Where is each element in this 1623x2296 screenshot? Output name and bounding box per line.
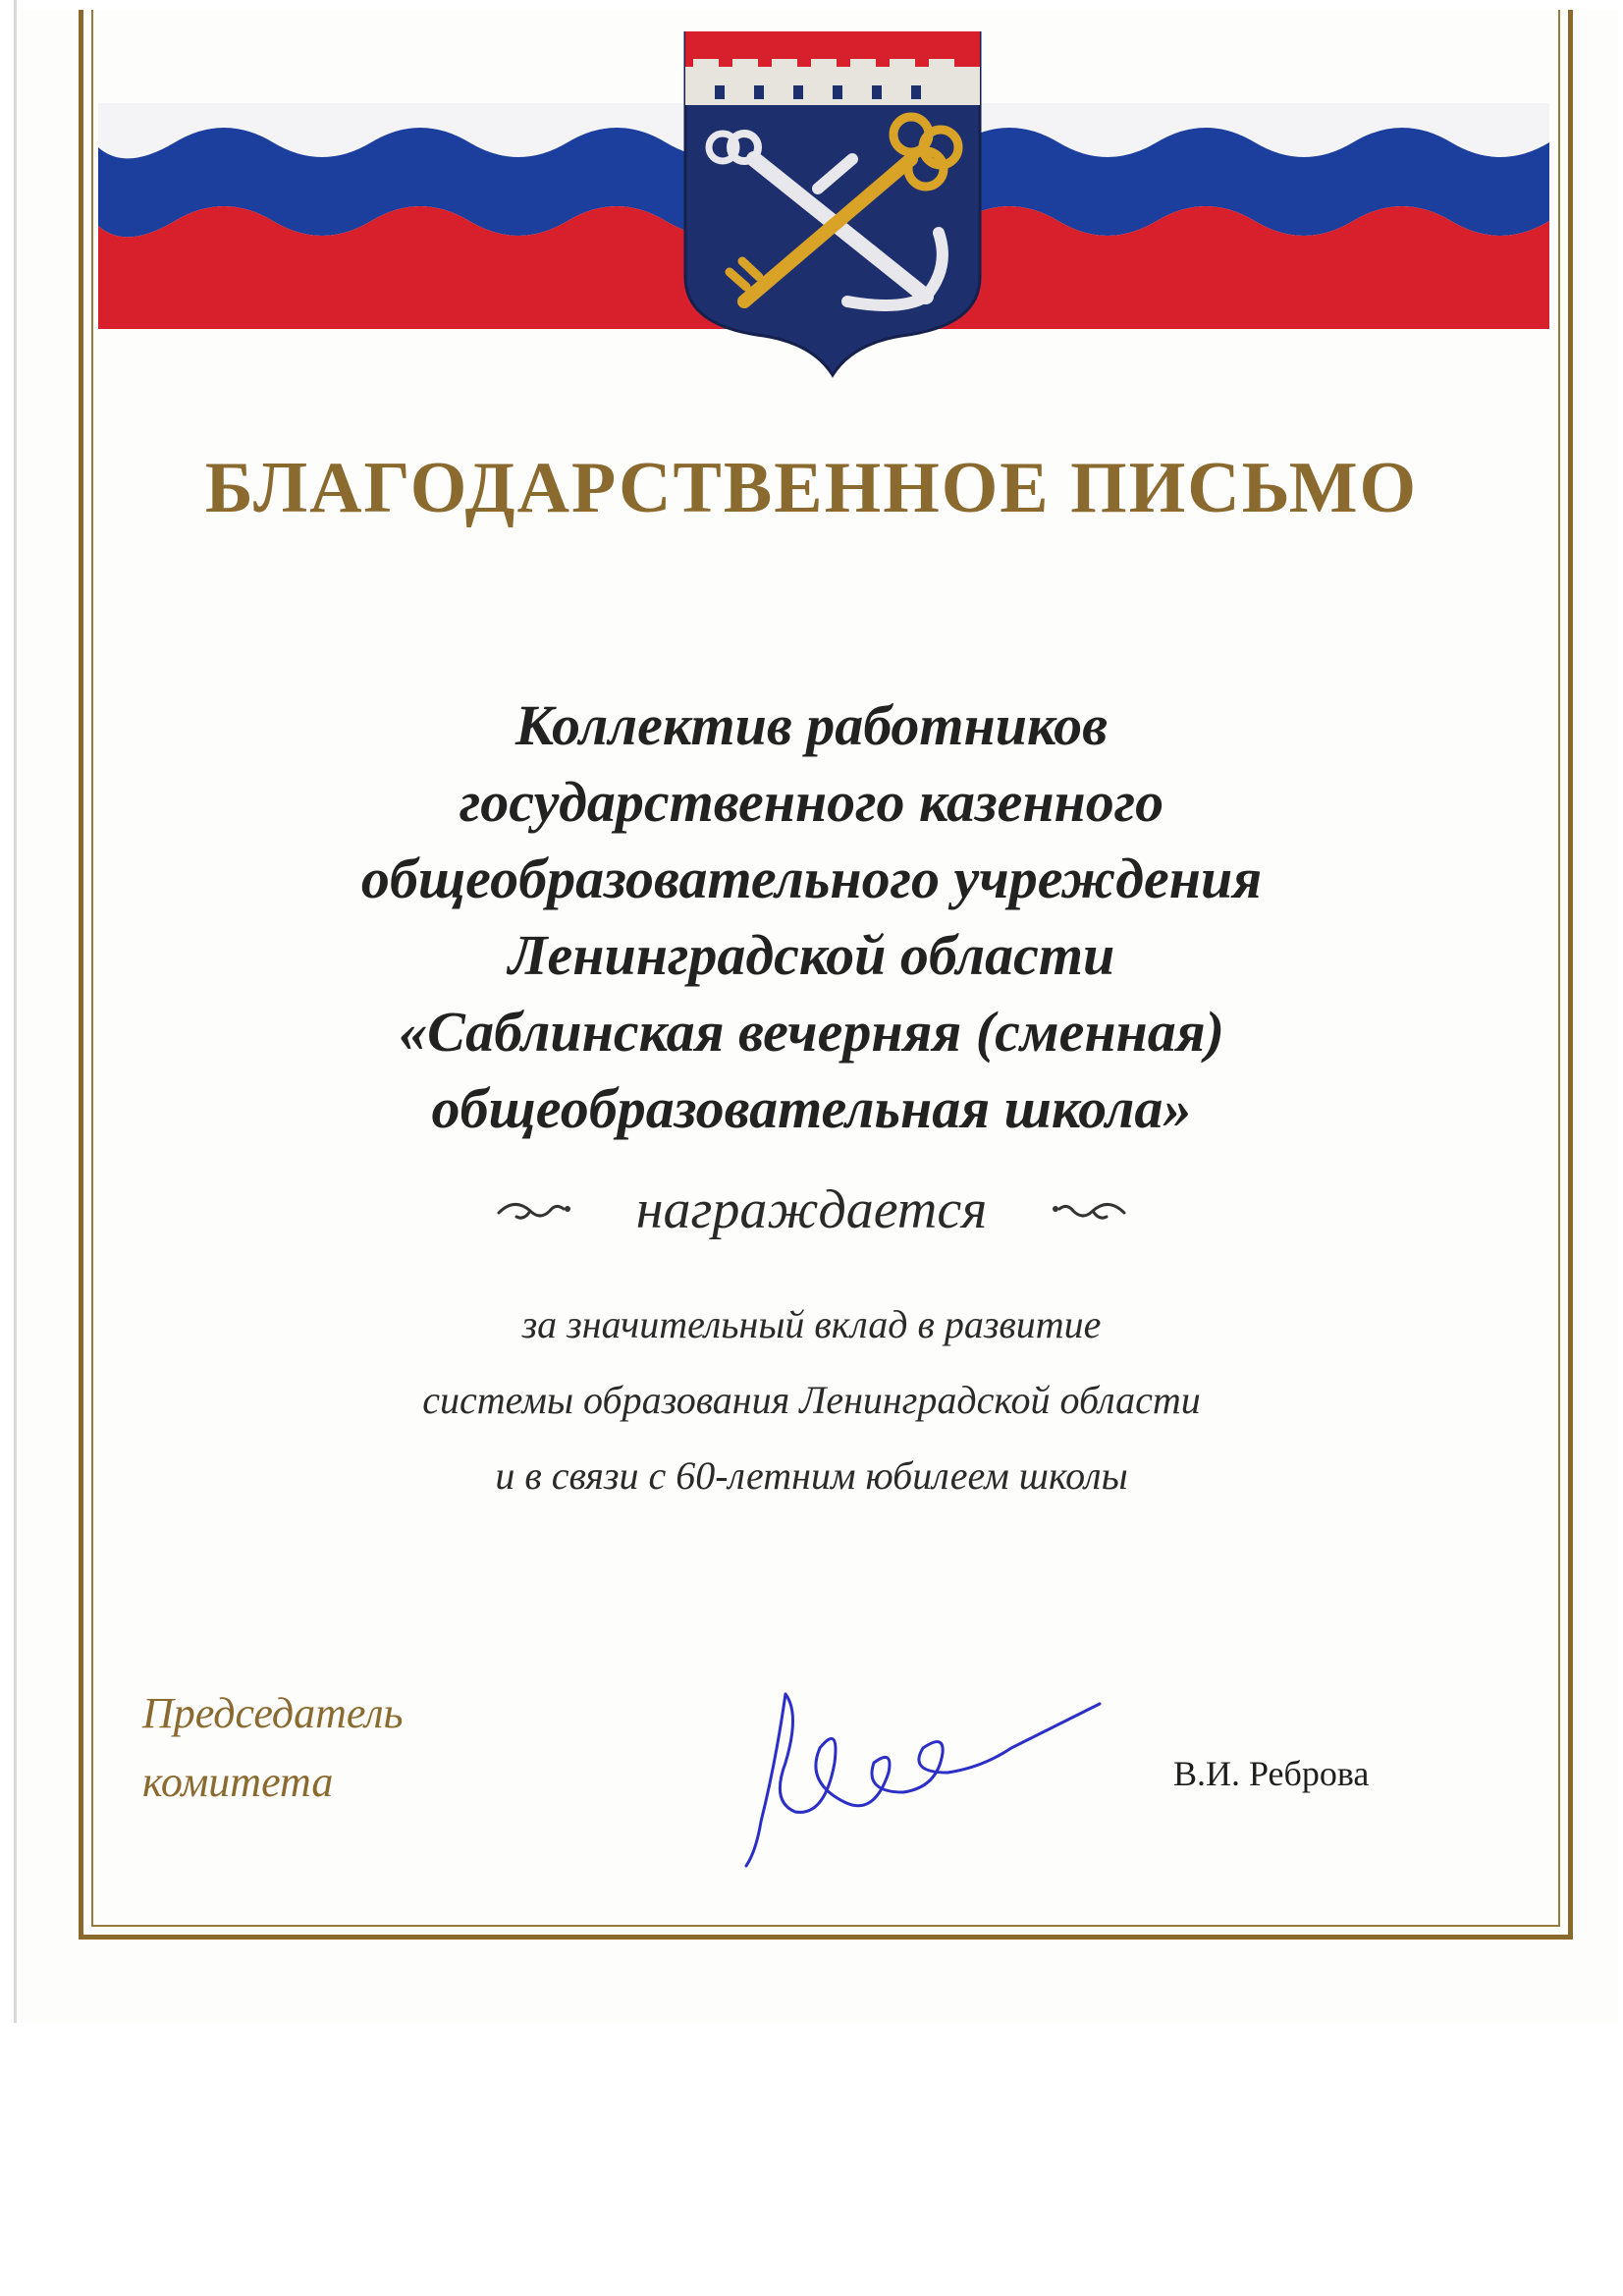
document-title: БЛАГОДАРСТВЕННОЕ ПИСЬМО [204, 448, 1419, 528]
recipient-line: общеобразовательная школа» [431, 1076, 1192, 1140]
flourish-left-icon [495, 1193, 573, 1227]
reason-line: и в связи с 60-летним юбилеем школы [495, 1453, 1128, 1498]
recipient-line: Коллектив работников [514, 693, 1109, 757]
recipient-line: государственного казенного [459, 770, 1164, 834]
recipient-line: Ленинградской области [508, 923, 1115, 987]
reason-block [0, 1286, 1623, 1513]
reason-line: за значительный вклад в развитие [521, 1302, 1102, 1346]
recipient-block [0, 687, 1623, 1147]
flourish-right-icon [1050, 1193, 1128, 1227]
position-line: комитета [142, 1758, 334, 1806]
reason-line: системы образования Ленинградской области [422, 1378, 1201, 1422]
awarded-word: награждается [635, 1179, 988, 1240]
recipient-line: общеобразовательного учреждения [360, 847, 1263, 910]
recipient-line: «Саблинская вечерняя (сменная) [399, 1000, 1224, 1064]
position-line: Председатель [142, 1689, 404, 1737]
signature-icon [717, 1655, 1109, 1881]
signer-name: В.И. Реброва [1173, 1754, 1370, 1793]
awarded-row [0, 1178, 1623, 1241]
signer-position [142, 1679, 404, 1817]
coat-of-arms-icon [676, 31, 990, 385]
